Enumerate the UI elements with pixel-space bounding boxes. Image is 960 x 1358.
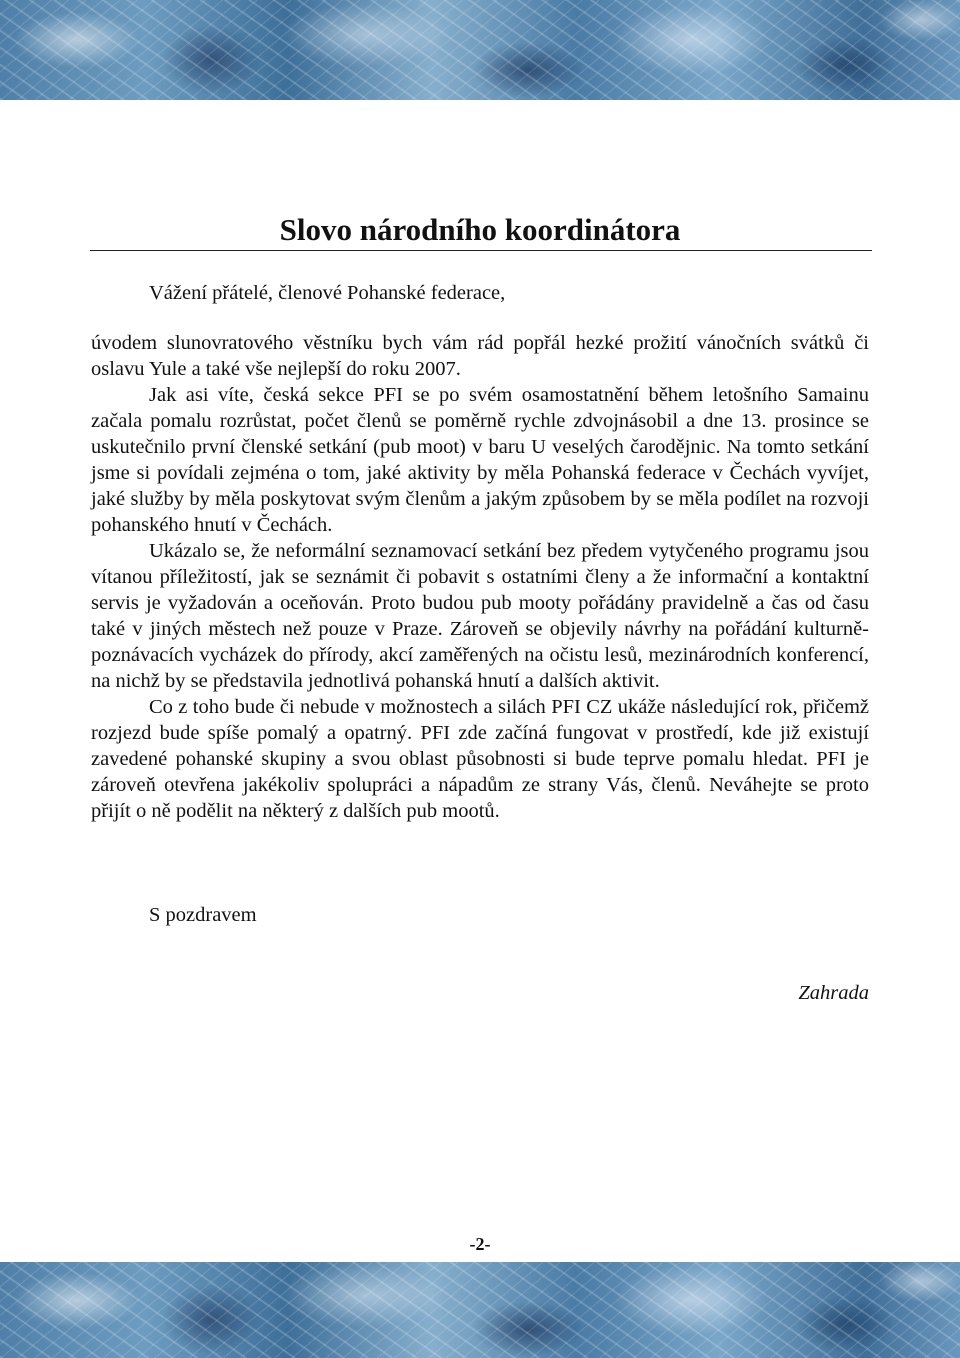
closing: S pozdravem xyxy=(149,904,257,926)
paragraph-pfi-growth: Jak asi víte, česká sekce PFI se po svém osamostatnění během letošního Samainu začala pomalu rozrůstat, počet členů se poměrně rychle zdvojnásobil a dne 13. prosince se uskutečnilo první členské setkání (pub moot) v baru U veselých čarodějnic. Na tomto setkání jsme si povídali zejména o tom, jaké aktivity by měla Pohanská federace v Čechách vyvíjet, jaké služby by měla poskytovat svým členům a jakým způsobem by se měla podílet na rozvoji pohanského hnutí v Čechách. xyxy=(91,384,869,536)
page-title: Slovo národního koordinátora xyxy=(279,212,681,247)
salutation: Vážení přátelé, členové Pohanské federace, xyxy=(149,282,506,304)
paragraph-pub-moots: Ukázalo se, že neformální seznamovací setkání bez předem vytyčeného programu jsou vítanou příležitostí, jak se seznámit či pobavit s ostatními členy a že informační a kontaktní servis je vyžadován a oceňován. Proto budou pub mooty pořádány pravidelně a čas od času také v jiných městech než pouze v Praze. Zároveň se objevily návrhy na pořádání kulturně-poznávacích vycházek do přírody, akcí zaměřených na očistu lesů, mezinárodních konferencí, na nichž by se představila jednotlivá pohanská hnutí a dalších aktivit. xyxy=(91,540,869,692)
title-underline xyxy=(90,250,872,251)
page-number: -2- xyxy=(469,1234,491,1254)
paragraph-intro: úvodem slunovratového věstníku bych vám rád popřál hezké prožití vánočních svátků či oslavu Yule a také vše nejlepší do roku 2007. xyxy=(91,332,869,380)
letter-body xyxy=(91,330,869,824)
signature: Zahrada xyxy=(798,982,869,1004)
frost-header-image xyxy=(0,0,960,100)
paragraph-outlook: Co z toho bude či nebude v možnostech a silách PFI CZ ukáže následující rok, přičemž rozjezd bude spíše pomalý a opatrný. PFI zde začíná fungovat v prostředí, kde již existují zavedené pohanské skupiny a svou oblast působnosti si bude teprve pomalu hledat. PFI je zároveň otevřena jakékoliv spolupráci a nápadům ze strany Vás, členů. Neváhejte se proto přijít o ně podělit na některý z dalších pub mootů. xyxy=(91,696,869,822)
frost-footer-image xyxy=(0,1262,960,1358)
